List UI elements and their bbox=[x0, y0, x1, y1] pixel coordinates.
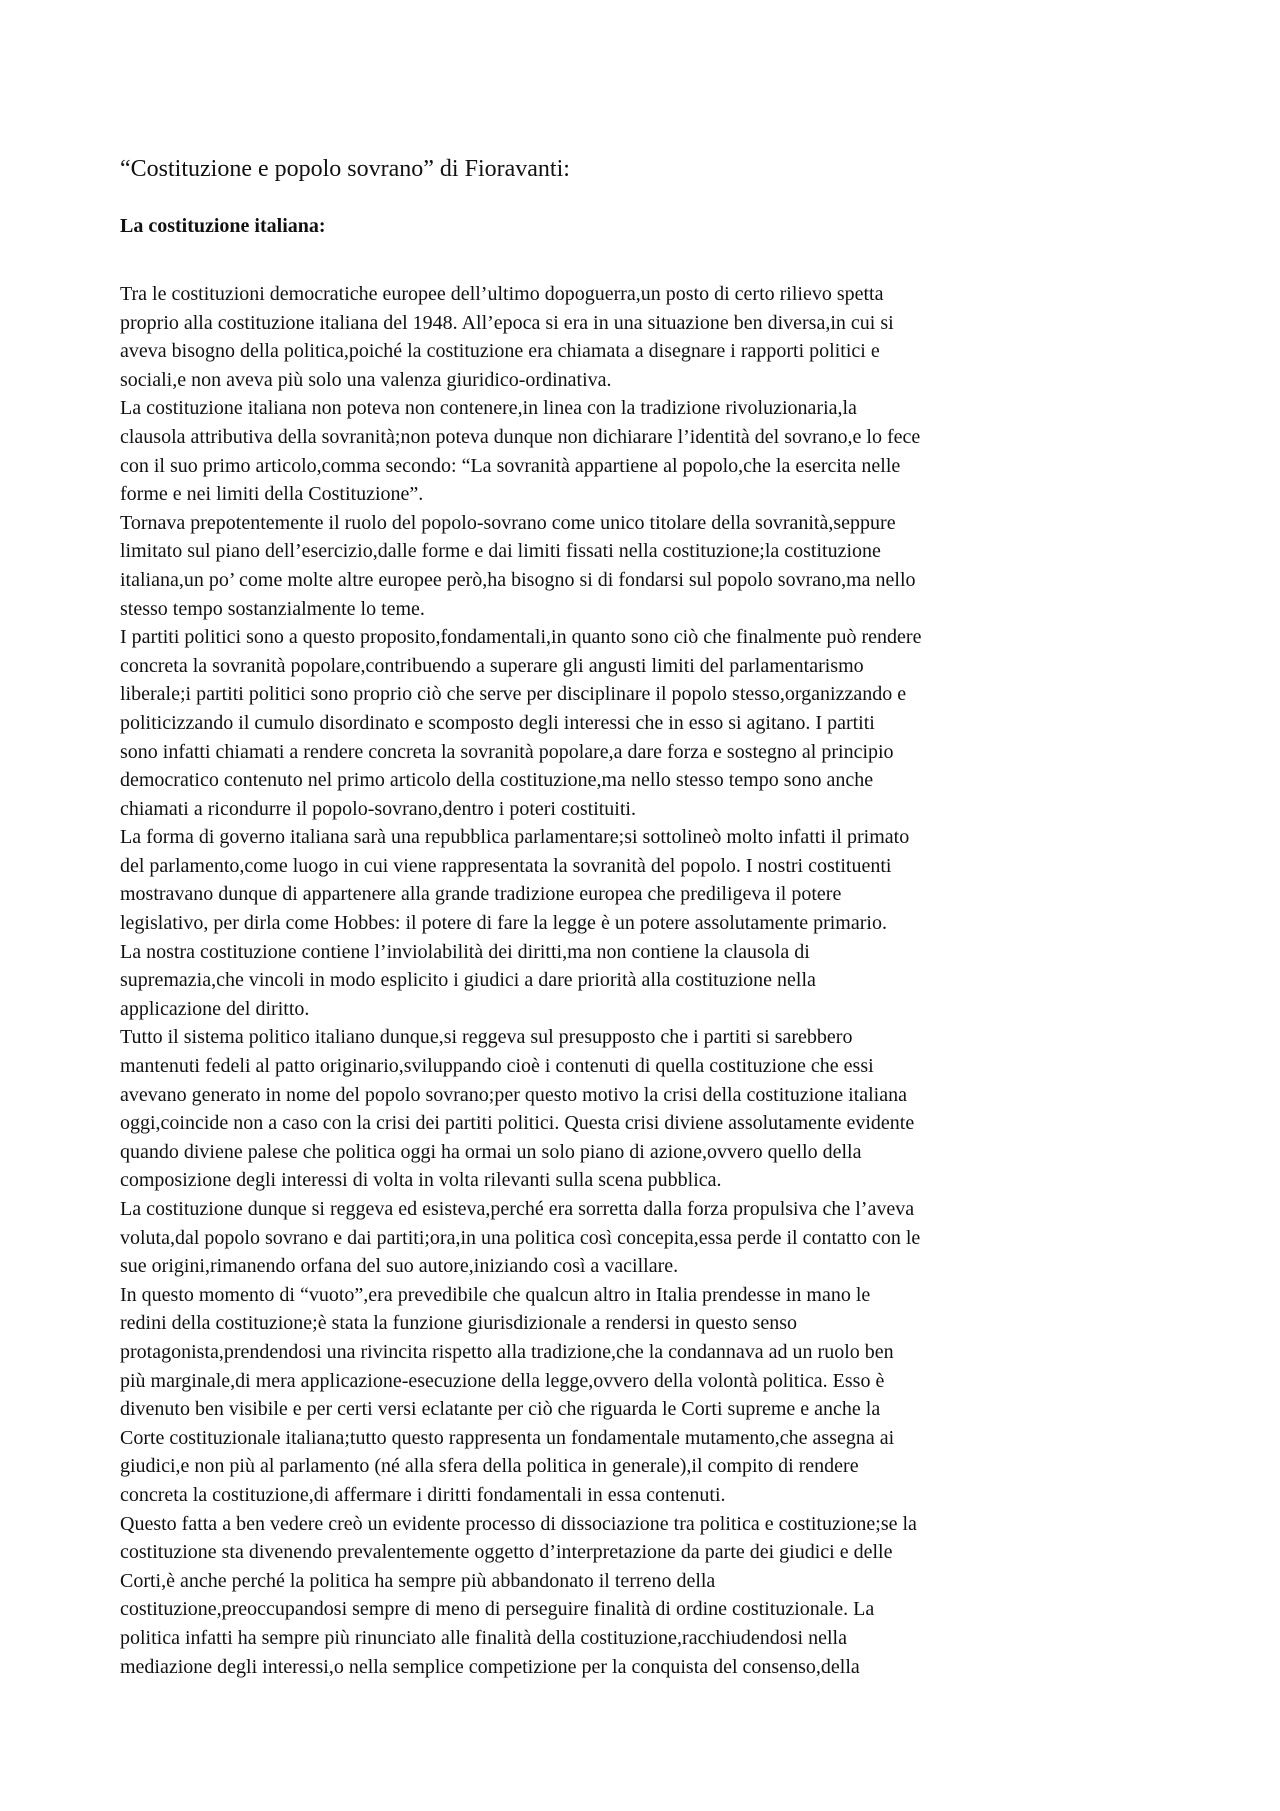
paragraph-line: aveva bisogno della politica,poiché la costituzione era chiamata a disegnare i rapporti politici e bbox=[120, 340, 880, 363]
paragraph-line: quando diviene palese che politica oggi ha ormai un solo piano di azione,ovvero quello della bbox=[120, 1140, 862, 1163]
paragraph-line: italiana,un po’ come molte altre europee però,ha bisogno si di fondarsi sul popolo sovrano,ma nello bbox=[120, 568, 916, 591]
paragraph-line: clausola attributiva della sovranità;non poteva dunque non dichiarare l’identità del sovrano,e lo fece bbox=[120, 425, 921, 448]
paragraph-line: Questo fatta a ben vedere creò un evidente processo di dissociazione tra politica e costituzione;se la bbox=[120, 1512, 917, 1535]
paragraph-line: limitato sul piano dell’esercizio,dalle forme e dai limiti fissati nella costituzione;la costituzione bbox=[120, 540, 881, 563]
paragraph-line: con il suo primo articolo,comma secondo: “La sovranità appartiene al popolo,che la esercita nelle bbox=[120, 454, 901, 477]
paragraph-line: La forma di governo italiana sarà una repubblica parlamentare;si sottolineò molto infatti il primato bbox=[120, 826, 910, 849]
paragraph-line: mostravano dunque di appartenere alla grande tradizione europea che prediligeva il potere bbox=[120, 883, 842, 906]
paragraph-line: liberale;i partiti politici sono proprio ciò che serve per disciplinare il popolo stesso,organizzando e bbox=[120, 683, 907, 706]
paragraph-line: stesso tempo sostanzialmente lo teme. bbox=[120, 597, 425, 620]
paragraph bbox=[120, 1195, 1170, 1281]
paragraph-line: Tutto il sistema politico italiano dunque,si reggeva sul presupposto che i partiti si sarebbero bbox=[120, 1026, 853, 1049]
paragraph-line: proprio alla costituzione italiana del 1948. All’epoca si era in una situazione ben diversa,in cui si bbox=[120, 311, 894, 334]
paragraph bbox=[120, 394, 1170, 508]
paragraph-line: protagonista,prendendosi una rivincita rispetto alla tradizione,che la condannava ad un ruolo ben bbox=[120, 1340, 894, 1363]
paragraph bbox=[120, 623, 1170, 823]
paragraph-line: mediazione degli interessi,o nella semplice competizione per la conquista del consenso,della bbox=[120, 1655, 860, 1678]
paragraph-line: politicizzando il cumulo disordinato e scomposto degli interessi che in esso si agitano. I partiti bbox=[120, 711, 875, 734]
paragraph-line: Tra le costituzioni democratiche europee dell’ultimo dopoguerra,un posto di certo rilievo spetta bbox=[120, 283, 884, 305]
paragraph-line: La nostra costituzione contiene l’inviolabilità dei diritti,ma non contiene la clausola di bbox=[120, 940, 810, 963]
paragraph-line: applicazione del diritto. bbox=[120, 997, 310, 1020]
paragraph-line: democratico contenuto nel primo articolo della costituzione,ma nello stesso tempo sono anche bbox=[120, 769, 874, 792]
paragraph-line: concreta la sovranità popolare,contribuendo a superare gli angusti limiti del parlamentarismo bbox=[120, 654, 864, 677]
paragraph-line: legislativo, per dirla come Hobbes: il potere di fare la legge è un potere assolutamente primario. bbox=[120, 912, 887, 935]
paragraph-line: I partiti politici sono a questo proposito,fondamentali,in quanto sono ciò che finalmente può rendere bbox=[120, 626, 922, 649]
paragraph bbox=[120, 1510, 1170, 1682]
body-text bbox=[120, 280, 1170, 1681]
paragraph-line: oggi,coincide non a caso con la crisi dei partiti politici. Questa crisi diviene assolutamente evidente bbox=[120, 1112, 915, 1135]
paragraph-line: La costituzione italiana non poteva non contenere,in linea con la tradizione rivoluzionaria,la bbox=[120, 397, 857, 420]
paragraph bbox=[120, 509, 1170, 623]
paragraph-line: voluta,dal popolo sovrano e dai partiti;ora,in una politica così concepita,essa perde il contatto con le bbox=[120, 1226, 921, 1249]
paragraph-line: politica infatti ha sempre più rinunciato alle finalità della costituzione,racchiudendosi nella bbox=[120, 1626, 847, 1649]
paragraph-line: avevano generato in nome del popolo sovrano;per questo motivo la crisi della costituzione italiana bbox=[120, 1083, 907, 1106]
paragraph-line: composizione degli interessi di volta in volta rilevanti sulla scena pubblica. bbox=[120, 1169, 722, 1192]
paragraph bbox=[120, 1023, 1170, 1195]
paragraph-line: Corte costituzionale italiana;tutto questo rappresenta un fondamentale mutamento,che assegna ai bbox=[120, 1426, 895, 1449]
paragraph-line: concreta la costituzione,di affermare i diritti fondamentali in essa contenuti. bbox=[120, 1483, 726, 1506]
paragraph bbox=[120, 823, 1170, 937]
paragraph-line: sociali,e non aveva più solo una valenza giuridico-ordinativa. bbox=[120, 368, 612, 391]
paragraph-line: Corti,è anche perché la politica ha sempre più abbandonato il terreno della bbox=[120, 1569, 716, 1592]
paragraph-line: costituzione,preoccupandosi sempre di meno di perseguire finalità di ordine costituzionale. La bbox=[120, 1598, 875, 1621]
paragraph-line: forme e nei limiti della Costituzione”. bbox=[120, 483, 424, 506]
document-page bbox=[120, 152, 1170, 1681]
paragraph bbox=[120, 938, 1170, 1024]
paragraph-line: mantenuti fedeli al patto originario,sviluppando cioè i contenuti di quella costituzione che essi bbox=[120, 1055, 874, 1078]
paragraph-line: Tornava prepotentemente il ruolo del popolo-sovrano come unico titolare della sovranità,seppure bbox=[120, 511, 896, 534]
paragraph-line: sono infatti chiamati a rendere concreta la sovranità popolare,a dare forza e sostegno al principio bbox=[120, 740, 894, 763]
paragraph-line: In questo momento di “vuoto”,era prevedibile che qualcun altro in Italia prendesse in mano le bbox=[120, 1283, 871, 1306]
paragraph bbox=[120, 280, 1170, 394]
paragraph-line: La costituzione dunque si reggeva ed esisteva,perché era sorretta dalla forza propulsiva che l’aveva bbox=[120, 1198, 915, 1220]
paragraph-line: divenuto ben visibile e per certi versi eclatante per ciò che riguarda le Corti supreme e anche la bbox=[120, 1398, 881, 1421]
paragraph-line: chiamati a ricondurre il popolo-sovrano,dentro i poteri costituiti. bbox=[120, 797, 636, 820]
paragraph-line: sue origini,rimanendo orfana del suo autore,iniziando così a vacillare. bbox=[120, 1255, 679, 1278]
paragraph-line: costituzione sta divenendo prevalentemente oggetto d’interpretazione da parte dei giudici e delle bbox=[120, 1541, 893, 1564]
paragraph-line: giudici,e non più al parlamento (né alla sfera della politica in generale),il compito di rendere bbox=[120, 1455, 859, 1478]
paragraph-line: redini della costituzione;è stata la funzione giurisdizionale a rendersi in questo senso bbox=[120, 1312, 798, 1335]
paragraph-line: più marginale,di mera applicazione-esecuzione della legge,ovvero della volontà politica. Esso è bbox=[120, 1369, 885, 1392]
paragraph bbox=[120, 1281, 1170, 1510]
document-title: “Costituzione e popolo sovrano” di Fioravanti: bbox=[120, 156, 570, 182]
paragraph-line: supremazia,che vincoli in modo esplicito i giudici a dare priorità alla costituzione nella bbox=[120, 969, 816, 992]
paragraph-line: del parlamento,come luogo in cui viene rappresentata la sovranità del popolo. I nostri costituenti bbox=[120, 854, 892, 877]
section-heading: La costituzione italiana: bbox=[120, 215, 326, 237]
